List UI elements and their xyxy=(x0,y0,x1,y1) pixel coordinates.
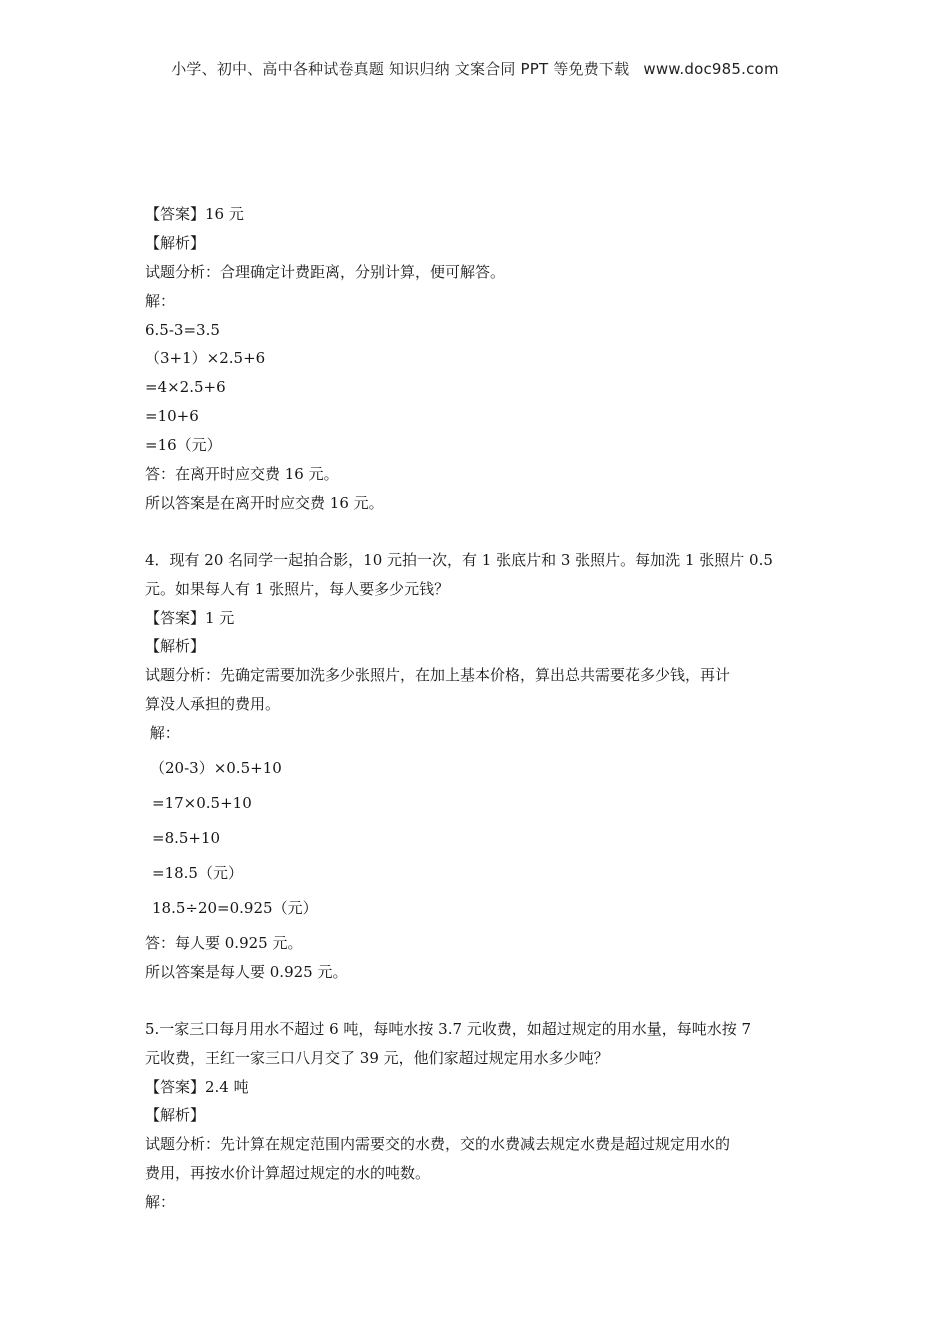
reply-line: 答：在离开时应交费 16 元。 xyxy=(145,465,339,483)
solution-step: 6.5-3=3.5 xyxy=(145,321,220,339)
solution-step: =18.5（元） xyxy=(152,864,243,882)
solution-step: 18.5÷20=0.925（元） xyxy=(152,899,318,917)
question-text: 4．现有 20 名同学一起拍合影，10 元拍一次，有 1 张底片和 3 张照片。每加洗 1 张照片 0.5 xyxy=(145,551,773,569)
solution-step: =16（元） xyxy=(145,436,222,454)
answer-line: 【答案】1 元 xyxy=(145,609,235,627)
solution-step: （3+1）×2.5+6 xyxy=(145,349,266,367)
solve-label: 解： xyxy=(145,1193,176,1211)
reply-line: 答：每人要 0.925 元。 xyxy=(145,934,303,952)
solution-step: =4×2.5+6 xyxy=(145,378,226,396)
analysis-label: 【解析】 xyxy=(145,1106,206,1124)
conclusion-line: 所以答案是每人要 0.925 元。 xyxy=(145,963,348,981)
header-text: 小学、初中、高中各种试卷真题 知识归纳 文案合同 PPT 等免费下载 xyxy=(171,60,630,78)
question-text: 5.一家三口每月用水不超过 6 吨，每吨水按 3.7 元收费，如超过规定的用水量，每吨水按 7 xyxy=(145,1020,752,1038)
page-header xyxy=(0,58,950,79)
solve-label: 解： xyxy=(145,292,176,310)
analysis-label: 【解析】 xyxy=(145,234,206,252)
solution-step: （20-3）×0.5+10 xyxy=(150,759,282,777)
analysis-text: 试题分析：先确定需要加洗多少张照片，在加上基本价格，算出总共需要花多少钱，再计 xyxy=(145,666,731,684)
solution-step: =10+6 xyxy=(145,407,199,425)
answer-line: 【答案】2.4 吨 xyxy=(145,1078,249,1096)
header-site-link[interactable]: www.doc985.com xyxy=(643,60,779,78)
answer-line: 【答案】16 元 xyxy=(145,205,244,223)
analysis-text: 费用，再按水价计算超过规定的水的吨数。 xyxy=(145,1164,431,1182)
solution-step: =17×0.5+10 xyxy=(152,794,252,812)
analysis-text: 试题分析：先计算在规定范围内需要交的水费，交的水费减去规定水费是超过规定用水的 xyxy=(145,1135,731,1153)
analysis-label: 【解析】 xyxy=(145,637,206,655)
question-text: 元收费，王红一家三口八月交了 39 元，他们家超过规定用水多少吨？ xyxy=(145,1049,609,1067)
analysis-text: 试题分析：合理确定计费距离，分别计算，便可解答。 xyxy=(145,263,506,281)
conclusion-line: 所以答案是在离开时应交费 16 元。 xyxy=(145,494,384,512)
question-text: 元。如果每人有 1 张照片，每人要多少元钱？ xyxy=(145,580,450,598)
solution-step: =8.5+10 xyxy=(152,829,221,847)
solve-label: 解： xyxy=(145,724,180,742)
analysis-text: 算没人承担的费用。 xyxy=(145,695,281,713)
